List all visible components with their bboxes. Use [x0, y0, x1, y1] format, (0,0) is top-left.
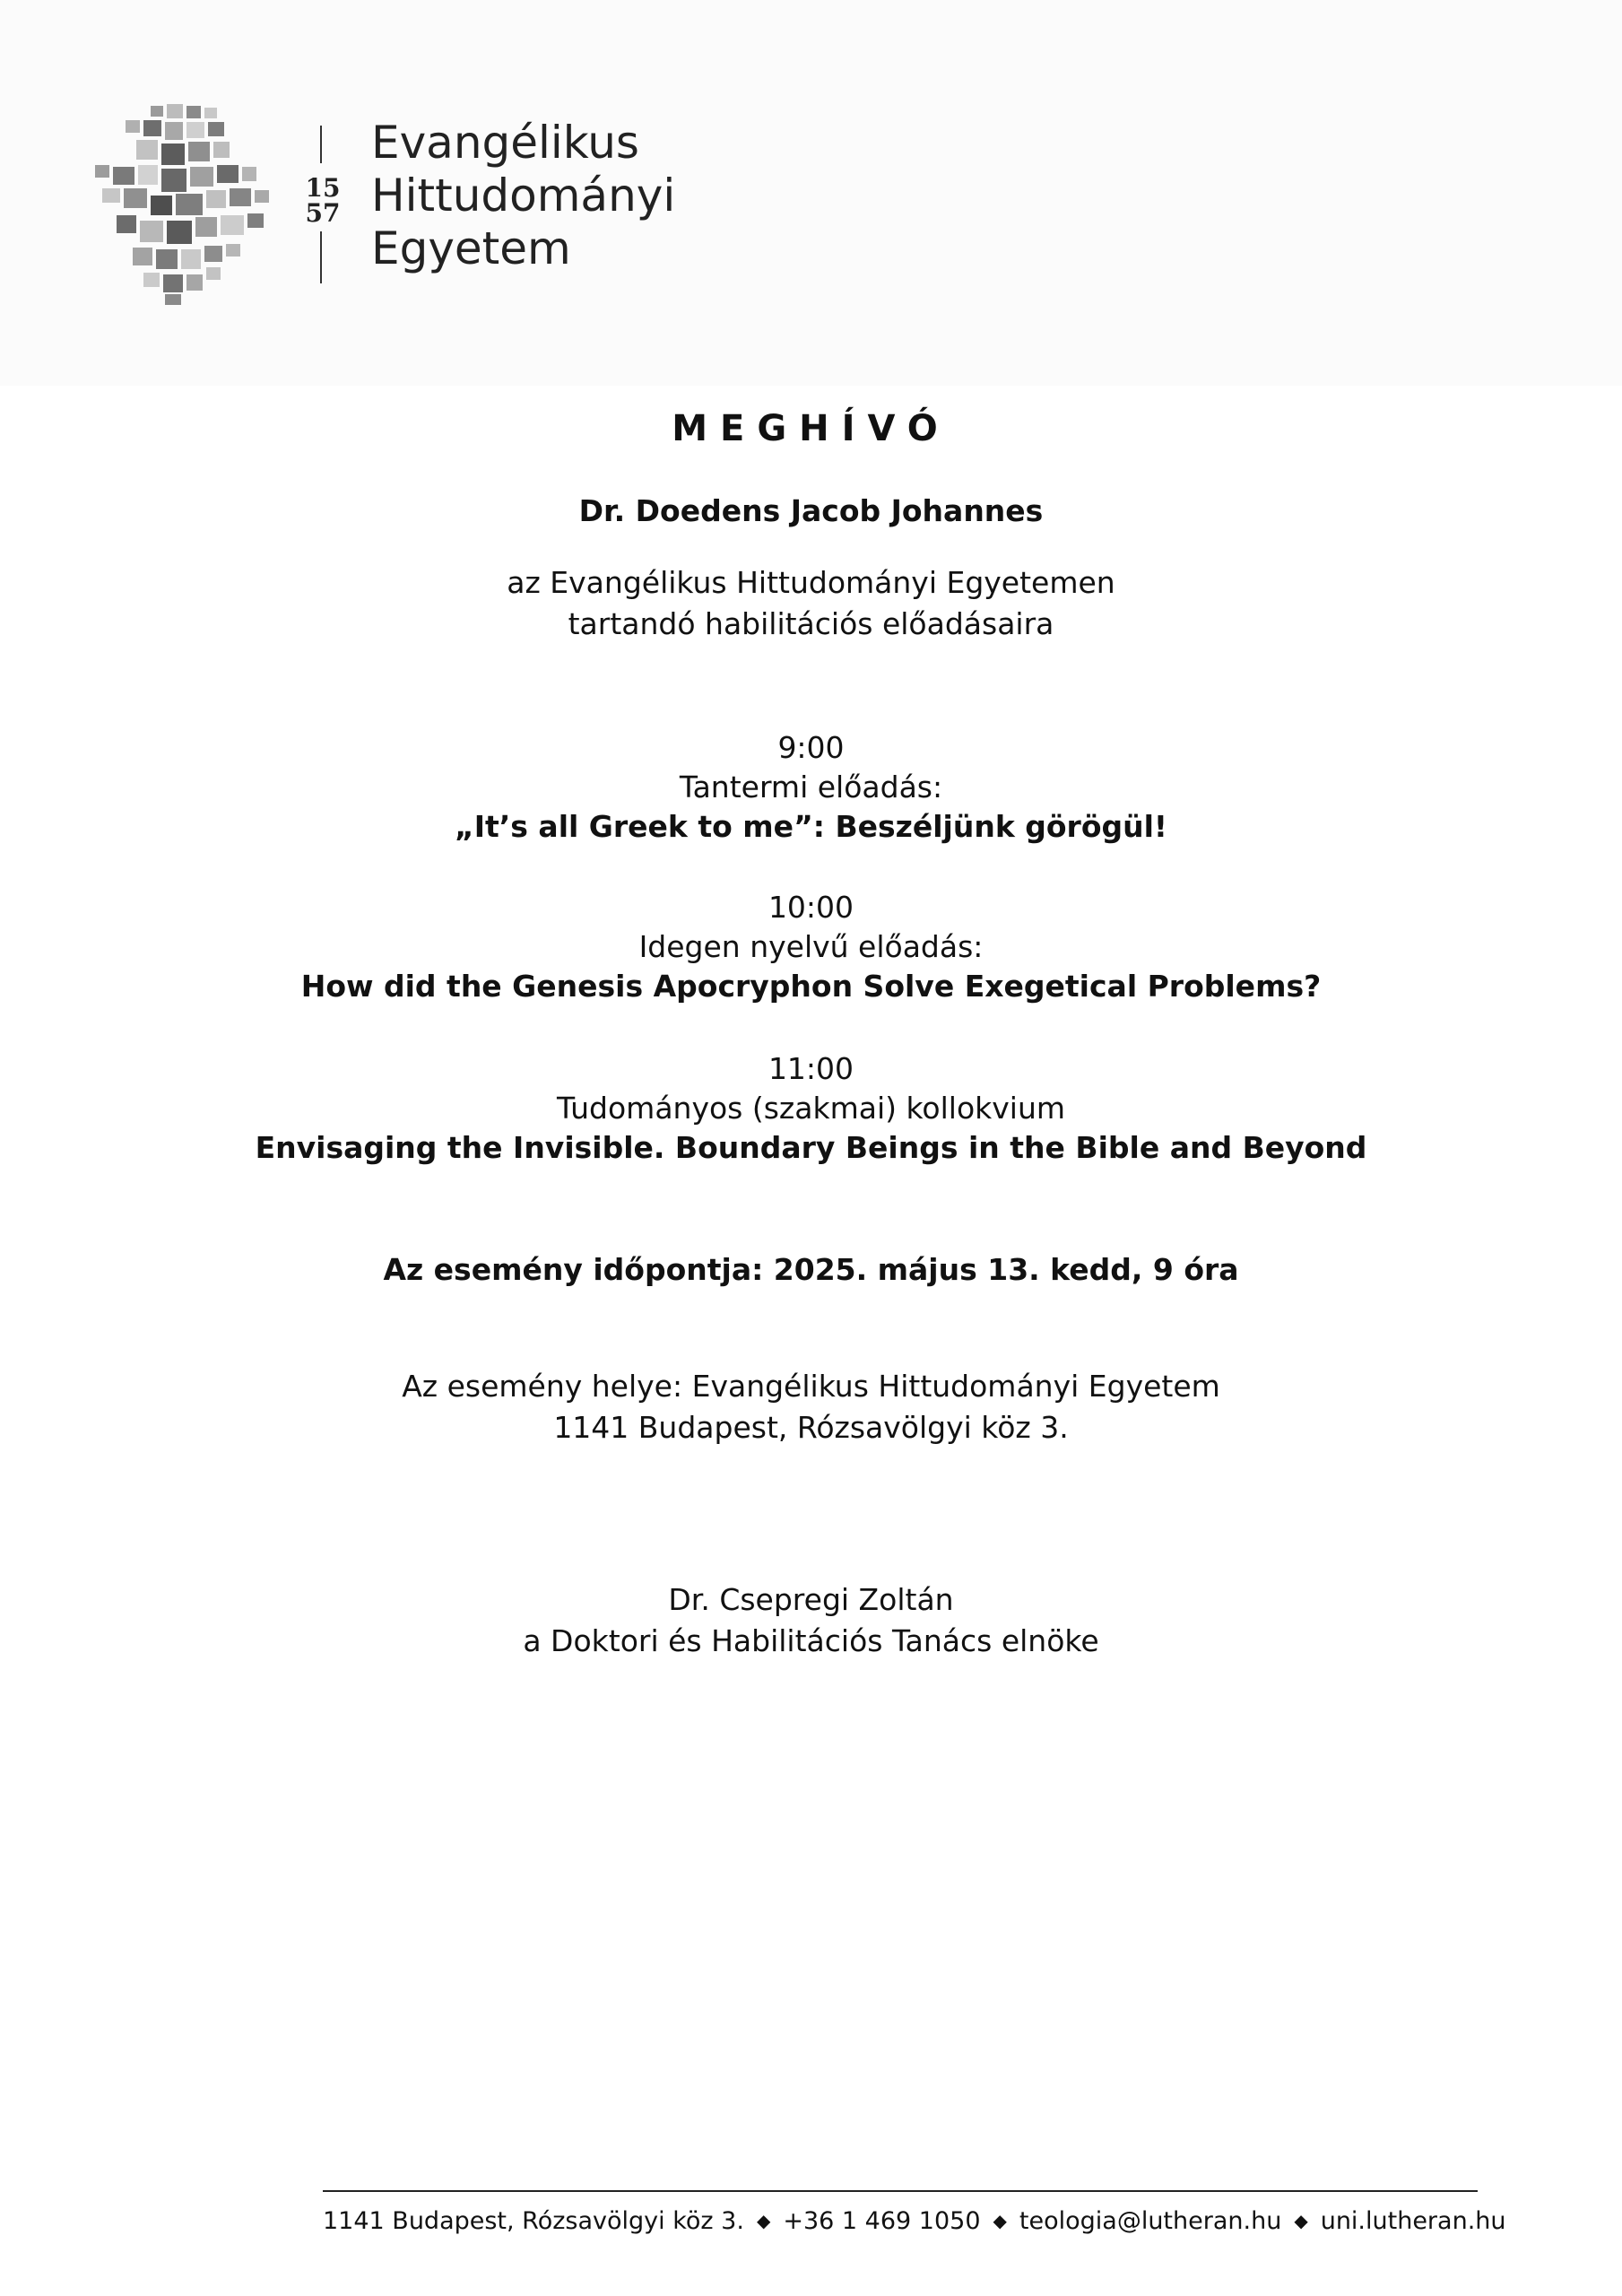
footer-divider	[323, 2190, 1478, 2192]
location-line-2: 1141 Budapest, Rózsavölgyi köz 3.	[553, 1410, 1069, 1445]
footer-website-link[interactable]: uni.lutheran.hu	[1320, 2207, 1506, 2235]
signatory-name: Dr. Csepregi Zoltán	[668, 1582, 954, 1617]
logo-mosaic-tiles	[95, 104, 269, 305]
university-name-line1: Evangélikus	[371, 117, 639, 169]
intro-line-2: tartandó habilitációs előadásaira	[568, 606, 1054, 641]
session-3-title: Envisaging the Invisible. Boundary Beings in the Bible and Beyond	[255, 1130, 1367, 1165]
session-2-time: 10:00	[768, 890, 854, 925]
session-2-title: How did the Genesis Apocryphon Solve Exegetical Problems?	[300, 969, 1322, 1004]
session-2-type: Idegen nyelvű előadás:	[638, 929, 984, 964]
footer-contact	[323, 2205, 1506, 2238]
logo-year-bottom: 57	[305, 198, 341, 228]
logo-divider-top	[320, 126, 322, 163]
logo-divider-bottom	[320, 231, 322, 283]
presenter-name: Dr. Doedens Jacob Johannes	[578, 493, 1044, 528]
university-name	[371, 117, 675, 275]
logo-founding-year	[303, 173, 343, 228]
session-3-time: 11:00	[768, 1051, 854, 1086]
university-name-line2: Hittudományi	[371, 170, 676, 222]
session-3-type: Tudományos (szakmai) kollokvium	[556, 1091, 1066, 1126]
session-1-time: 9:00	[777, 730, 845, 765]
footer-email-link[interactable]: teologia@lutheran.hu	[1019, 2207, 1282, 2235]
location-line-1: Az esemény helye: Evangélikus Hittudományi Egyetem	[402, 1369, 1220, 1404]
invitation-title: MEGHÍVÓ	[672, 408, 950, 449]
footer-phone: +36 1 469 1050	[783, 2207, 981, 2235]
footer-separator-icon: ◆	[1294, 2210, 1308, 2231]
signatory-title: a Doktori és Habilitációs Tanács elnöke	[523, 1623, 1099, 1658]
footer-address: 1141 Budapest, Rózsavölgyi köz 3.	[323, 2207, 744, 2235]
logo-year-top: 15	[305, 173, 341, 203]
session-1-title: „It’s all Greek to me”: Beszéljünk görögül!	[455, 809, 1167, 844]
footer-separator-icon: ◆	[756, 2210, 771, 2231]
footer-separator-icon: ◆	[993, 2210, 1007, 2231]
event-date: Az esemény időpontja: 2025. május 13. kedd, 9 óra	[383, 1252, 1239, 1287]
university-logo-mark	[90, 100, 278, 307]
university-name-line3: Egyetem	[371, 222, 571, 274]
intro-line-1: az Evangélikus Hittudományi Egyetemen	[507, 565, 1115, 600]
session-1-type: Tantermi előadás:	[679, 770, 943, 804]
